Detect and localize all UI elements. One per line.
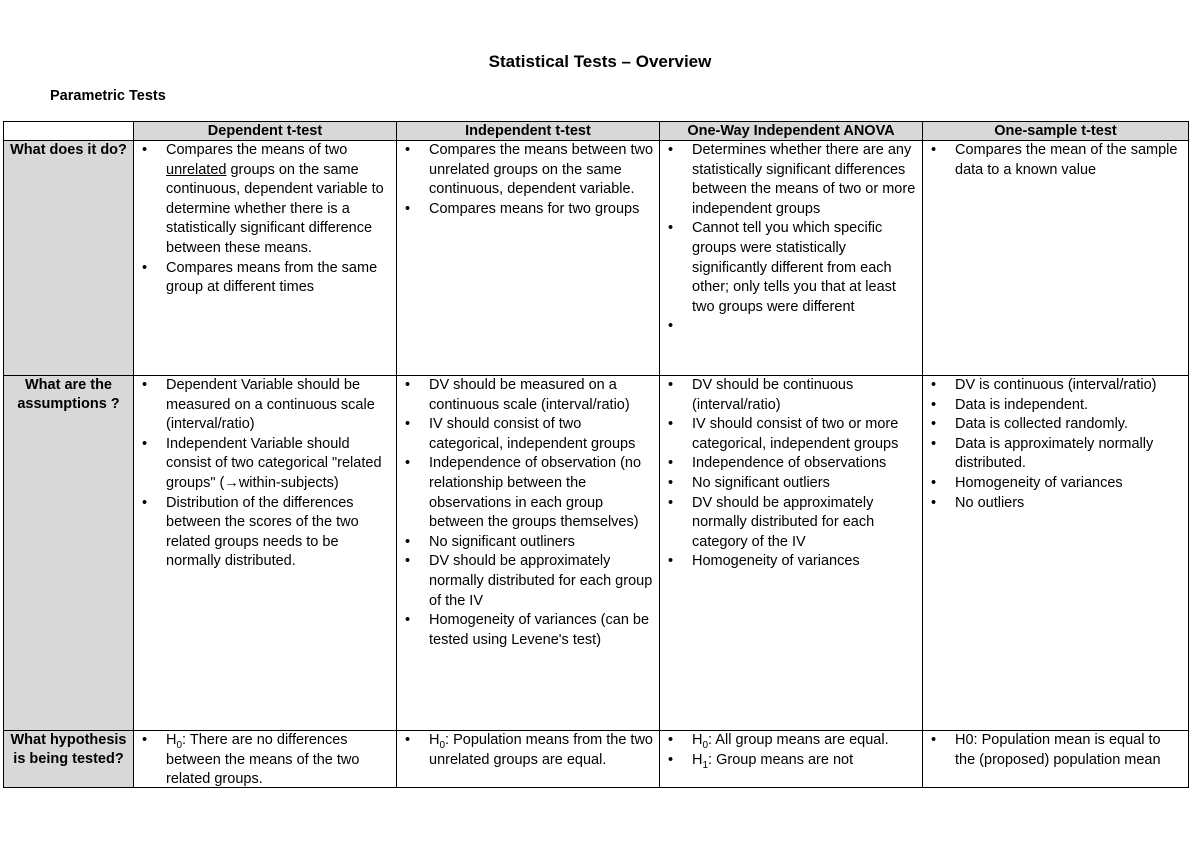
list-item: • $H_0$: There are no differences between the means of the two related groups. (142, 732, 360, 787)
bullet-icon: • (668, 474, 674, 491)
list-item: • Homogeneity of variances (can be tested using Levene's test) (405, 612, 650, 648)
bullet-icon: • (405, 455, 411, 472)
section-heading: Parametric Tests (50, 88, 166, 104)
header-row (4, 122, 1189, 141)
bullet-icon: • (931, 474, 937, 491)
list-item: • Independence of observation (no relationship between the observations in each group between the groups themselves) (405, 455, 642, 531)
cell-anova-what (660, 141, 923, 376)
list-item: • Compares means from the same group at different times (142, 259, 378, 296)
list-item: • IV should consist of two or more categorical, independent groups (668, 416, 899, 452)
bullet-icon: • (142, 732, 148, 748)
list-item: • $H_0$: Population means from the two unrelated groups are equal. (405, 732, 653, 768)
cell-one-sample-assumptions (923, 376, 1189, 731)
cell-dependent-assumptions (134, 376, 397, 731)
list-item: • Compares the mean of the sample data to a known value (931, 142, 1178, 178)
bullet-icon: • (668, 142, 674, 158)
bullet-icon: • (931, 416, 937, 433)
list-item: • Distribution of the differences between the scores of the two related groups needs to be normally distributed. (142, 494, 359, 570)
bullet-icon: • (931, 396, 937, 413)
list-item: • No significant outliers (660, 474, 922, 494)
list-item: • IV should consist of two categorical, independent groups (405, 416, 636, 452)
cell-one-sample-what (923, 141, 1189, 376)
bullet-icon: • (405, 732, 411, 748)
bullet-icon: • (668, 220, 674, 237)
bullet-icon: • (931, 142, 937, 158)
list-item: • DV should be continuous (interval/ratio) (668, 377, 854, 413)
list-item: • $H_0$: All group means are equal. (668, 732, 889, 751)
bullet-icon: • (931, 377, 937, 393)
list-item: • DV should be approximately normally distributed for each group of the IV (405, 553, 653, 609)
bullet-icon: • (668, 455, 674, 472)
bullet-icon: • (668, 377, 674, 393)
bullet-icon: • (405, 200, 411, 217)
bullet-icon: • (931, 732, 937, 748)
bullet-icon: • (405, 533, 411, 550)
column-header-anova: One-Way Independent ANOVA (660, 122, 923, 141)
list-item: • DV should be measured on a continuous scale (interval/ratio) (405, 377, 630, 413)
cell-independent-what (397, 141, 660, 376)
list-item: • Homogeneity of variances (660, 552, 922, 572)
column-header-independent: Independent t-test (397, 122, 660, 141)
statistical-tests-table (3, 121, 1189, 788)
bullet-icon: • (668, 318, 674, 335)
list-item: • DV is continuous (interval/ratio) (923, 376, 1188, 396)
list-item: • Data is independent. (923, 396, 1188, 416)
bullet-icon: • (405, 416, 411, 433)
table-row (4, 731, 1189, 788)
bullet-icon: • (668, 416, 674, 433)
list-item: • Compares the means of two unrelated groups on the same continuous, dependent variable to determine whether there is a statistically significant difference between these means. (142, 142, 384, 256)
cell-independent-hypothesis (397, 731, 660, 788)
bullet-icon: • (142, 435, 148, 452)
list-item: • Independence of observations (660, 454, 922, 474)
bullet-icon: • (142, 142, 148, 158)
corner-cell (4, 122, 134, 141)
bullet-icon: • (142, 259, 148, 276)
bullet-icon: • (931, 435, 937, 452)
column-header-one-sample: One-sample t-test (923, 122, 1189, 141)
table-row (4, 141, 1189, 376)
table-row (4, 376, 1189, 731)
bullet-icon: • (405, 377, 411, 393)
bullet-icon: • (931, 494, 937, 511)
list-item: • No outliers (923, 494, 1188, 514)
list-item: • Data is collected randomly. (923, 415, 1188, 435)
bullet-icon: • (142, 377, 148, 393)
list-item: • Data is approximately normally distributed. (931, 435, 1154, 472)
list-item: • Determines whether there are any statistically significant differences between the means of two or more independent groups (668, 142, 916, 217)
list-item: • Dependent Variable should be measured on a continuous scale (interval/ratio) (142, 377, 375, 433)
bullet-icon: • (668, 751, 674, 768)
cell-independent-assumptions (397, 376, 660, 731)
list-item (660, 317, 922, 337)
row-header-assumptions: What are the assumptions ? (4, 376, 134, 731)
list-item: • H0: Population mean is equal to the (proposed) population mean (931, 732, 1161, 768)
list-item: • Compares means for two groups (397, 200, 659, 220)
list-item: • Compares the means between two unrelated groups on the same continuous, dependent variable. (405, 142, 654, 198)
cell-dependent-what (134, 141, 397, 376)
list-item: • Independent Variable should consist of two categorical "related groups" (→within-subjects) (142, 435, 382, 491)
bullet-icon: • (142, 494, 148, 511)
bullet-icon: • (668, 553, 674, 570)
bullet-icon: • (405, 612, 411, 629)
bullet-icon: • (668, 494, 674, 511)
list-item: • DV should be approximately normally distributed for each category of the IV (668, 494, 875, 550)
page-title: Statistical Tests – Overview (488, 52, 712, 71)
bullet-icon: • (668, 732, 674, 748)
bullet-icon: • (405, 142, 411, 158)
list-item: • No significant outliners (397, 533, 659, 553)
list-item: • Cannot tell you which specific groups were statistically significantly different from each other; only tells you that at least two groups were different (668, 220, 896, 315)
bullet-icon: • (405, 553, 411, 570)
cell-dependent-hypothesis (134, 731, 397, 788)
column-header-dependent: Dependent t-test (134, 122, 397, 141)
cell-anova-assumptions (660, 376, 923, 731)
row-header-hypothesis: What hypothesis is being tested? (4, 731, 134, 788)
list-item: • $H_1$: Group means are not (668, 751, 854, 771)
row-header-what-does-it-do: What does it do? (4, 141, 134, 376)
cell-one-sample-hypothesis (923, 731, 1189, 788)
underlined-text: unrelated (166, 161, 227, 178)
cell-anova-hypothesis (660, 731, 923, 788)
list-item: • Homogeneity of variances (923, 474, 1188, 494)
